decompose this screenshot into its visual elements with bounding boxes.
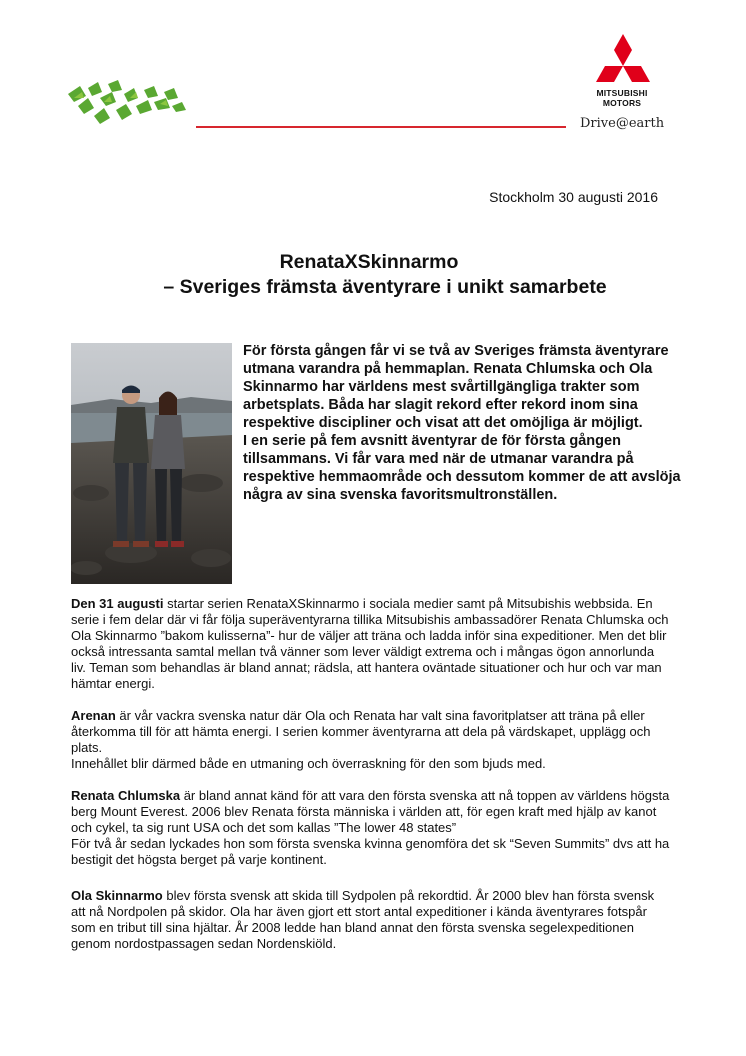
- dateline: Stockholm 30 augusti 2016: [489, 189, 658, 205]
- leaf-garland-logo: [64, 76, 188, 136]
- brand-tagline: Drive@earth: [580, 116, 665, 131]
- adventurers-photo: [71, 343, 232, 584]
- body-p3-text: är bland annat känd för att vara den första svenska att nå toppen av världens högsta berg Mount Everest. 2006 blev Renata första människa i världen att, för egen kraft med hjälp av kanot och cykel, ta sig runt USA och det som kallas ”The lower 48 states”: [71, 788, 670, 835]
- body-paragraph-2: [71, 708, 671, 772]
- body-paragraph-3: [71, 788, 671, 868]
- mitsubishi-diamonds-logo: [588, 34, 658, 96]
- article-body: [71, 596, 671, 968]
- body-p1-text: startar serien RenataXSkinnarmo i sociala medier samt på Mitsubishis webbsida. En serie i fem delar där vi får följa superäventyrarna tillika Mitsubishis ambassadörer Renata Chlumska och Ola Skinnarmo ”bakom kulisserna”- hur de väljer att träna och ladda inför sina expeditioner. Men det blir också intressanta samtal mellan två vänner som lever väldigt extrema och i mångas ögon annorlunda liv. Teman som behandlas är bland annat; rädsla, att hantera oväntade situationer och hur och var man hämtar energi.: [71, 596, 669, 691]
- header-divider: [196, 126, 566, 128]
- body-p4-text: blev första svensk att skida till Sydpolen på rekordtid. År 2000 blev han första svensk att nå Nordpolen på skidor. Ola har även gjort ett stort antal expeditioner i kända äventyrares fotspår som en tribut till sina hjältar. År 2008 ledde han bland annat den första svenska segelexpeditionen genom nordostpassagen sedan Nordenskiöld.: [71, 888, 655, 951]
- intro-paragraph-2: I en serie på fem avsnitt äventyrar de för första gången tillsammans. Vi får vara med när de utmanar varandra på respektive hemmaområde och dessutom kommer de att avslöja några av sina svenska favoritsmultronställen.: [243, 433, 681, 503]
- brand-name: [560, 88, 684, 108]
- intro-paragraph-1: För första gången får vi se två av Sveriges främsta äventyrare utmana varandra på hemmaplan. Renata Chlumska och Ola Skinnarmo har världens mest svårtillgängliga trakter som arbetsplats. Båda har slagit rekord efter rekord inom sina respektive discipliner och visat att det omöjliga är möjligt.: [243, 343, 669, 431]
- body-p1-lead: Den 31 augusti: [71, 596, 164, 611]
- body-p4-lead: Ola Skinnarmo: [71, 888, 163, 903]
- body-p2-extra: Innehållet blir därmed både en utmaning och överraskning för den som bjuds med.: [71, 756, 546, 771]
- body-paragraph-1: [71, 596, 671, 692]
- title-line-2: – Sveriges främsta äventyrare i unikt samarbete: [163, 276, 607, 298]
- brand-line-2: MOTORS: [602, 98, 642, 108]
- title-line-1: RenataXSkinnarmo: [279, 251, 459, 273]
- body-p3-lead: Renata Chlumska: [71, 788, 181, 803]
- intro-lead: [243, 342, 683, 504]
- brand-line-1: MITSUBISHI: [596, 88, 648, 98]
- body-paragraph-4: [71, 888, 671, 952]
- body-p2-lead: Arenan: [71, 708, 116, 723]
- body-p3-extra: För två år sedan lyckades hon som första svenska kvinna genomföra det sk “Seven Summits” dvs att ha bestigit det högsta berget på varje kontinent.: [71, 836, 670, 867]
- body-p2-text: är vår vackra svenska natur där Ola och Renata har valt sina favoritplatser att träna på eller återkomma till för att hämta energi. I serien kommer äventyrarna att dela på värdskapet, upplägg och plats.: [71, 708, 651, 755]
